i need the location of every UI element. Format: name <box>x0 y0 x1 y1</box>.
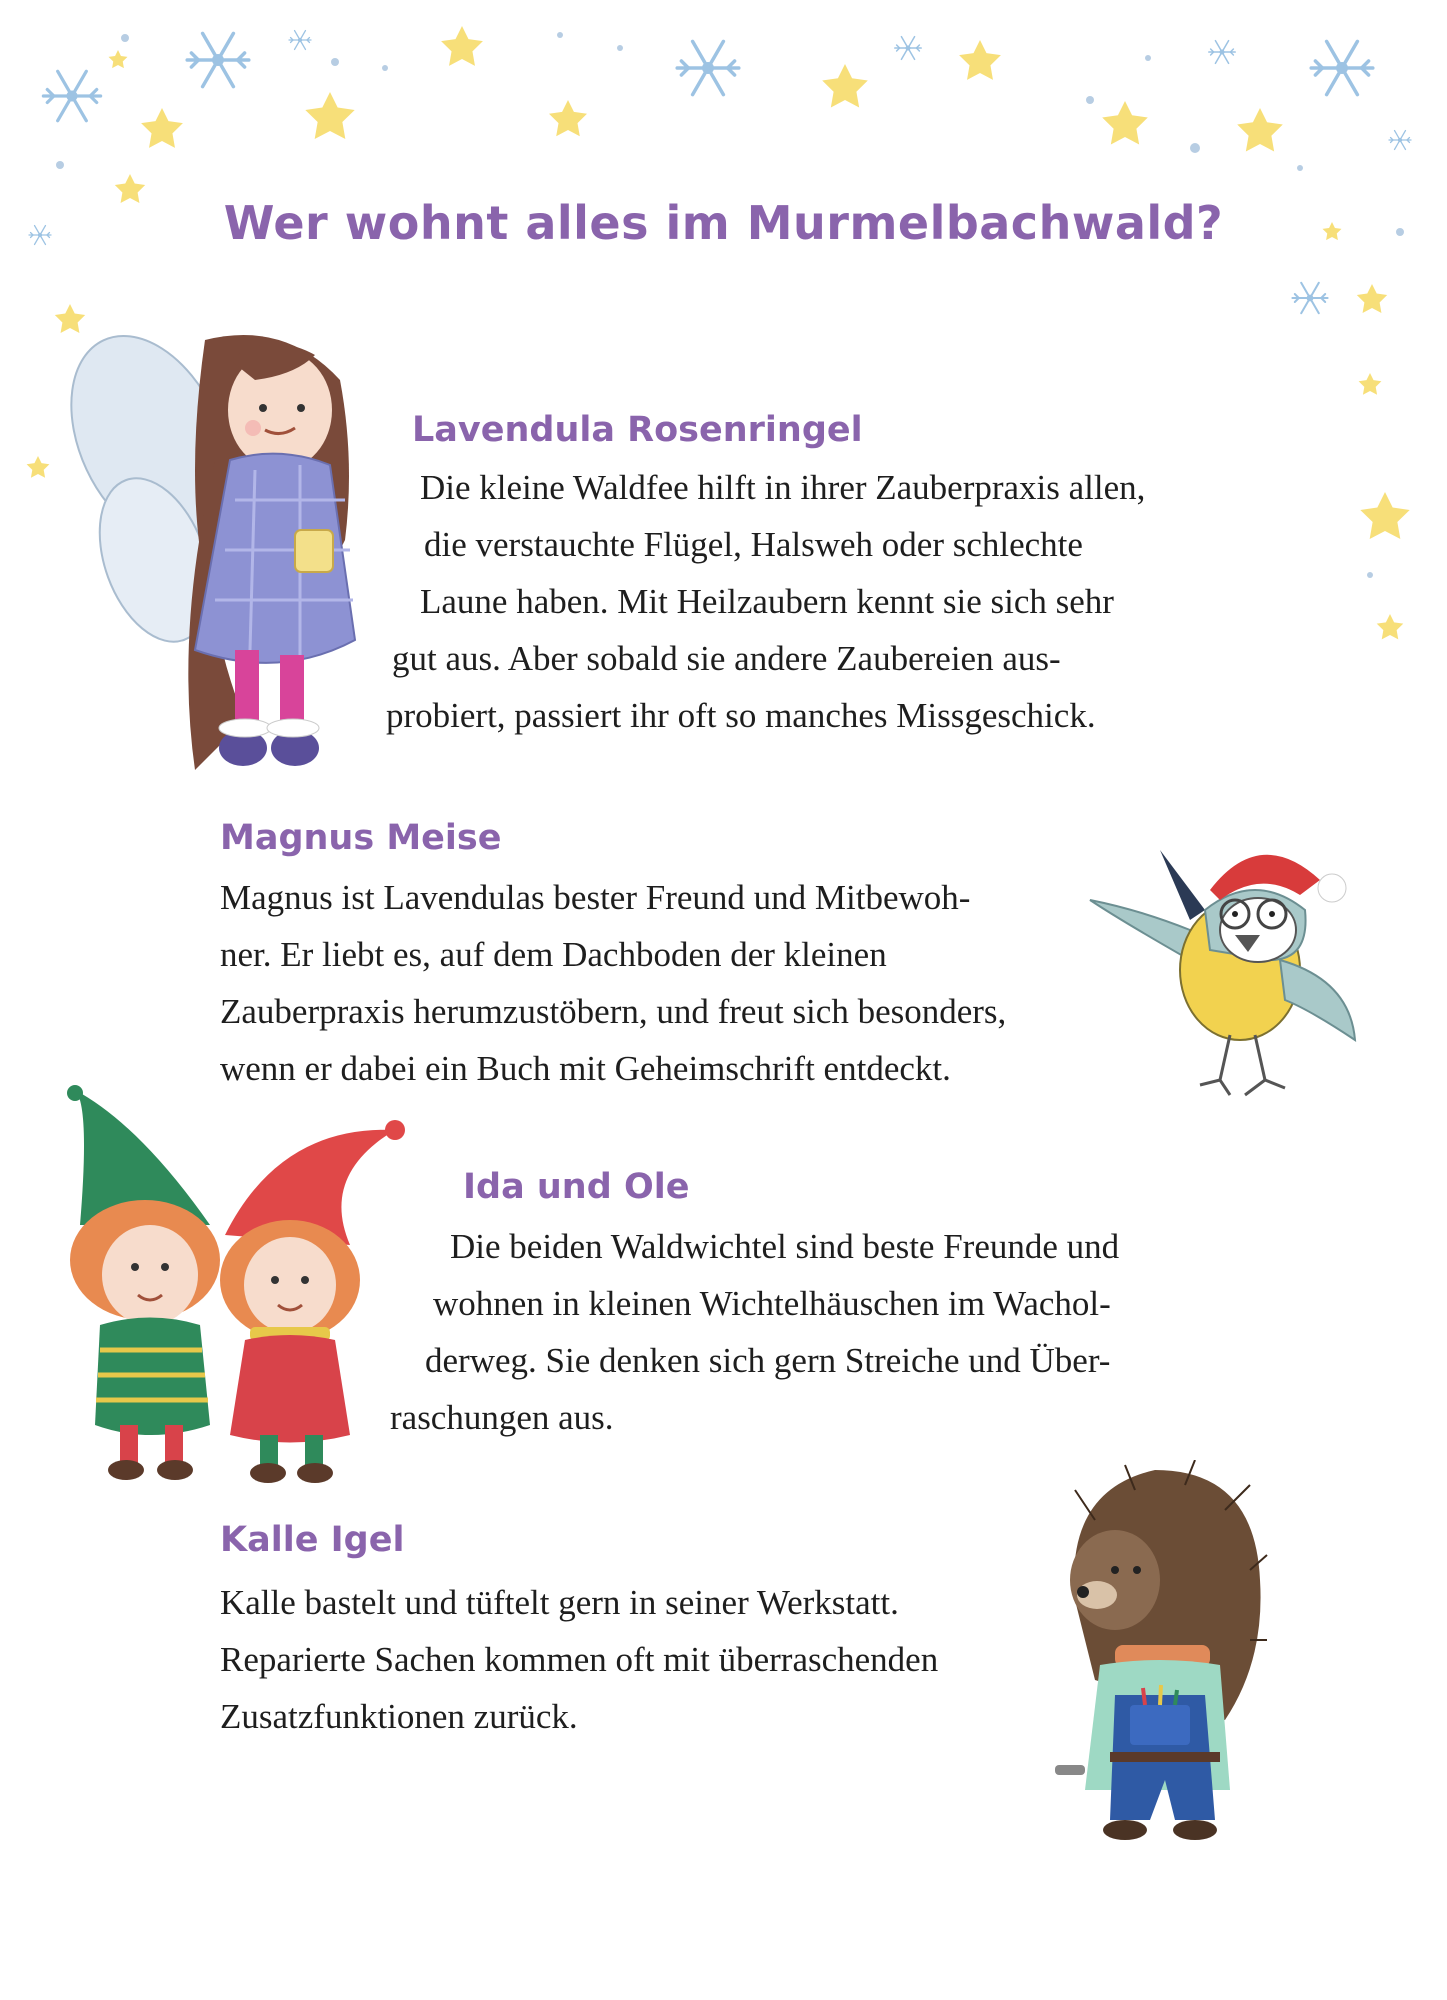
character-description-line: die verstauchte Flügel, Halsweh oder schlechte <box>424 525 1083 564</box>
character-description-line: Zusatzfunktionen zurück. <box>220 1697 578 1736</box>
character-description-line: wenn er dabei ein Buch mit Geheimschrift entdeckt. <box>220 1049 951 1088</box>
gnomes-illustration <box>50 1085 410 1485</box>
character-description-line: raschungen aus. <box>390 1398 614 1437</box>
character-description-line: wohnen in kleinen Wichtelhäuschen im Wachol- <box>433 1284 1111 1323</box>
character-description-line: Zauberpraxis herumzustöbern, und freut sich besonders, <box>220 992 1007 1031</box>
character-description-line: Magnus ist Lavendulas bester Freund und Mitbewoh- <box>220 878 971 917</box>
fairy-illustration <box>55 300 385 790</box>
character-description-line: Die beiden Waldwichtel sind beste Freunde und <box>450 1227 1120 1266</box>
character-description-line: ner. Er liebt es, auf dem Dachboden der kleinen <box>220 935 887 974</box>
character-name: Ida und Ole <box>463 1167 690 1207</box>
tit-bird-illustration <box>1080 810 1370 1105</box>
character-name: Lavendula Rosenringel <box>412 410 863 450</box>
character-description-line: Kalle bastelt und tüftelt gern in seiner Werkstatt. <box>220 1583 899 1622</box>
character-description-line: derweg. Sie denken sich gern Streiche und Über- <box>425 1341 1111 1380</box>
character-description-line: probiert, passiert ihr oft so manches Missgeschick. <box>386 696 1096 735</box>
character-description-line: Die kleine Waldfee hilft in ihrer Zauberpraxis allen, <box>420 468 1146 507</box>
character-description-line: Laune haben. Mit Heilzaubern kennt sie sich sehr <box>420 582 1114 621</box>
character-name: Kalle Igel <box>220 1520 405 1560</box>
character-name: Magnus Meise <box>220 818 502 858</box>
page-title: Wer wohnt alles im Murmelbachwald? <box>223 196 1224 250</box>
character-description-line: gut aus. Aber sobald sie andere Zaubereien aus- <box>392 639 1061 678</box>
character-description-line: Reparierte Sachen kommen oft mit überraschenden <box>220 1640 939 1679</box>
hedgehog-illustration <box>1055 1460 1270 1860</box>
